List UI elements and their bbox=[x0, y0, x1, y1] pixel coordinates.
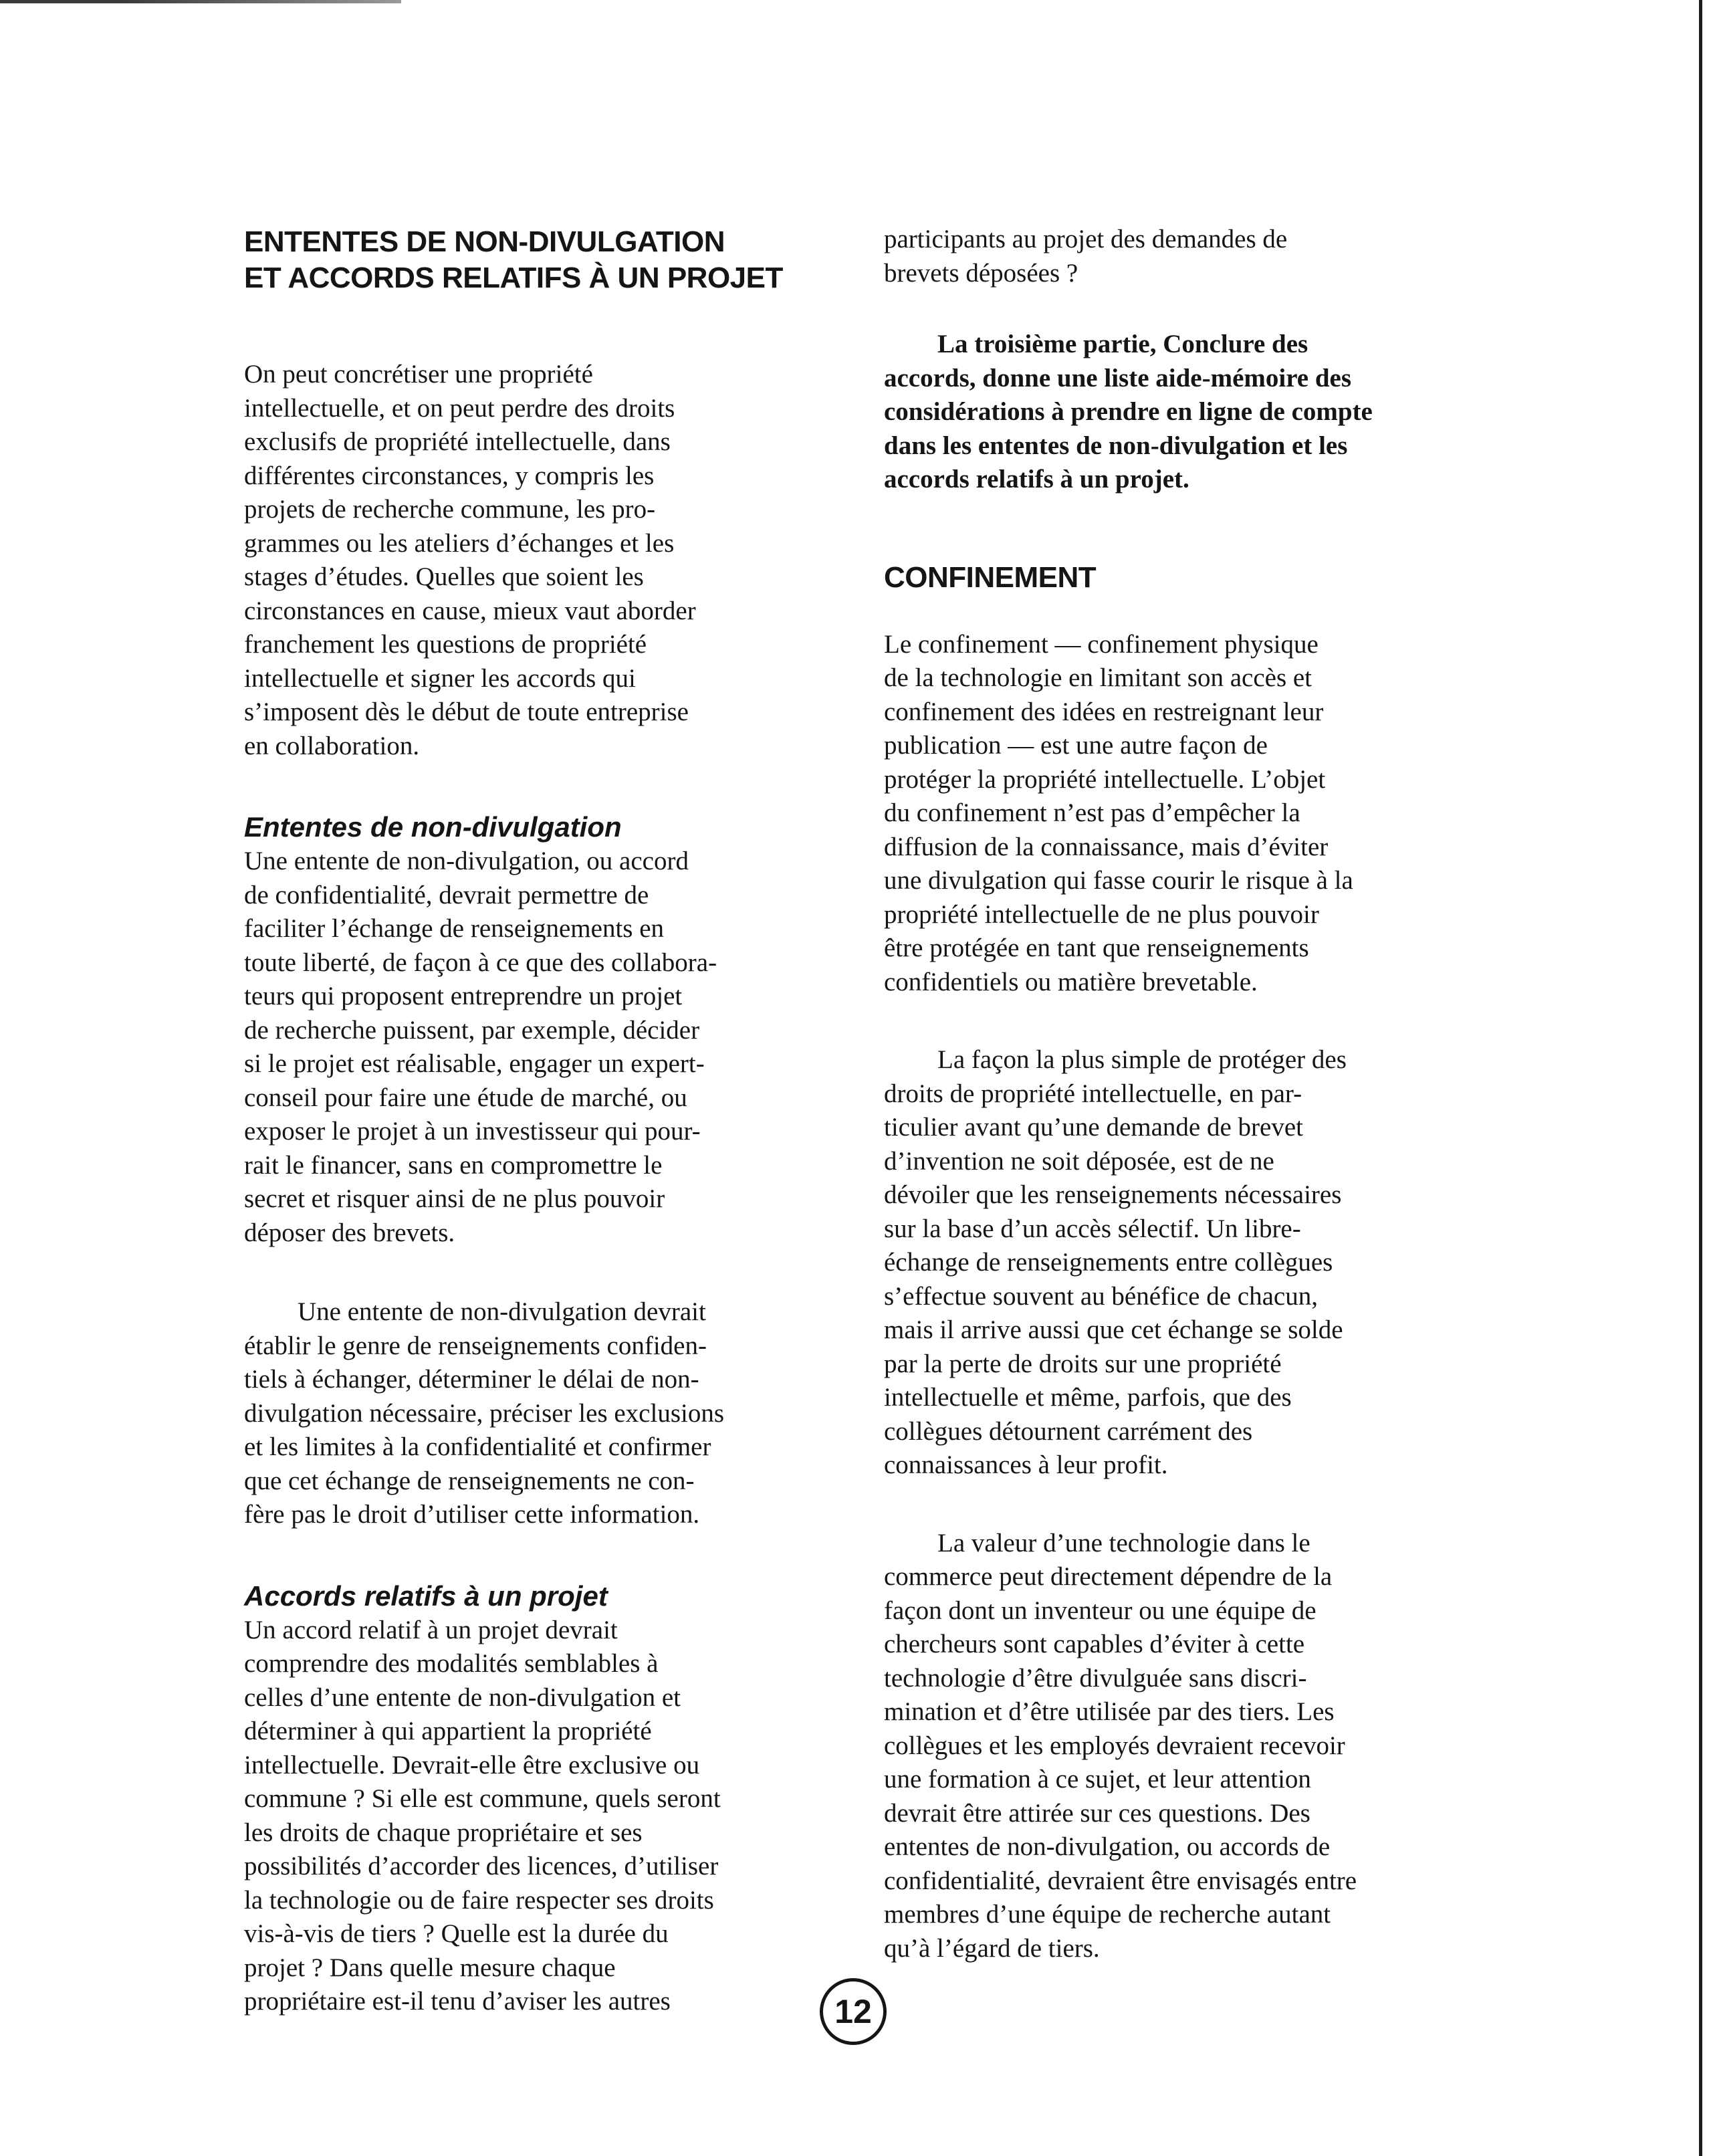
text-line: connaissances à leur profit. bbox=[884, 1450, 1168, 1479]
text-line: possibilités d’accorder des licences, d’utiliser bbox=[244, 1852, 719, 1880]
text-line: collègues détournent carrément des bbox=[884, 1416, 1253, 1446]
nda-paragraph-2 bbox=[244, 1295, 913, 1532]
right-column bbox=[884, 223, 1452, 1965]
text-line: une divulgation qui fasse courir le risque à la bbox=[884, 866, 1353, 895]
section-heading-nda bbox=[244, 224, 913, 296]
text-line: Le confinement — confinement physique bbox=[884, 629, 1319, 659]
text-line: d’invention ne soit déposée, est de ne bbox=[884, 1146, 1274, 1176]
text-line: franchement les questions de propriété bbox=[244, 630, 647, 659]
text-line: teurs qui proposent entreprendre un projet bbox=[244, 982, 683, 1010]
heading-line: ENTENTES DE NON-DIVULGATION bbox=[244, 225, 725, 258]
text-line: dans les ententes de non-divulgation et les bbox=[884, 431, 1348, 460]
subheading-nda: Ententes de non-divulgation bbox=[244, 811, 622, 843]
text-line: tiels à échanger, déterminer le délai de non- bbox=[244, 1365, 699, 1394]
text-line: si le projet est réalisable, engager un expert- bbox=[244, 1049, 705, 1078]
text-line: confidentialité, devraient être envisagés entre bbox=[884, 1866, 1357, 1895]
text-line: brevets déposées ? bbox=[884, 258, 1078, 288]
text-line: du confinement n’est pas d’empêcher la bbox=[884, 798, 1300, 827]
text-line: faciliter l’échange de renseignements en bbox=[244, 914, 665, 943]
text-line: dévoiler que les renseignements nécessaires bbox=[884, 1180, 1342, 1209]
text-line: intellectuelle et signer les accords qui bbox=[244, 663, 636, 693]
text-line: et les limites à la confidentialité et confirmer bbox=[244, 1432, 711, 1461]
text-line: La valeur d’une technologie dans le bbox=[937, 1528, 1310, 1557]
text-line: droits de propriété intellectuelle, en par- bbox=[884, 1079, 1302, 1108]
text-line: La façon la plus simple de protéger des bbox=[937, 1045, 1347, 1074]
left-column bbox=[244, 224, 913, 2019]
text-line: mination et d’être utilisée par des tiers. Les bbox=[884, 1697, 1335, 1726]
text-line: exposer le projet à un investisseur qui pour- bbox=[244, 1117, 701, 1146]
text-line: publication — est une autre façon de bbox=[884, 731, 1268, 760]
text-line: projets de recherche commune, les pro- bbox=[244, 495, 656, 524]
text-line: exclusifs de propriété intellectuelle, dans bbox=[244, 427, 671, 456]
text-line: La troisième partie, Conclure des bbox=[937, 330, 1308, 358]
text-line: déterminer à qui appartient la propriété bbox=[244, 1717, 652, 1745]
text-line: par la perte de droits sur une propriété bbox=[884, 1349, 1282, 1378]
text-line: propriété intellectuelle de ne plus pouvoir bbox=[884, 899, 1319, 929]
text-line: On peut concrétiser une propriété bbox=[244, 360, 593, 389]
page-number-badge: 12 bbox=[820, 1978, 887, 2045]
confinement-paragraph-2 bbox=[884, 1043, 1452, 1483]
text-line: stages d’études. Quelles que soient les bbox=[244, 562, 644, 591]
text-line: celles d’une entente de non-divulgation et bbox=[244, 1683, 681, 1712]
text-line: circonstances en cause, mieux vaut aborder bbox=[244, 596, 696, 625]
text-line: rait le financer, sans en compromettre le bbox=[244, 1150, 663, 1180]
text-line: grammes ou les ateliers d’échanges et les bbox=[244, 528, 675, 558]
text-line: sur la base d’un accès sélectif. Un libre- bbox=[884, 1214, 1301, 1243]
text-line: échange de renseignements entre collègues bbox=[884, 1248, 1333, 1277]
heading-line: ET ACCORDS RELATIFS À UN PROJET bbox=[244, 261, 783, 294]
continuation-paragraph bbox=[884, 223, 1452, 290]
scan-edge-top bbox=[0, 0, 401, 3]
text-line: commerce peut directement dépendre de la bbox=[884, 1562, 1333, 1591]
text-line: mais il arrive aussi que cet échange se solde bbox=[884, 1315, 1343, 1344]
text-line: de confidentialité, devrait permettre de bbox=[244, 880, 649, 909]
text-line: intellectuelle. Devrait-elle être exclusive ou bbox=[244, 1750, 700, 1780]
text-line: accords, donne une liste aide-mémoire des bbox=[884, 363, 1352, 393]
text-line: membres d’une équipe de recherche autant bbox=[884, 1900, 1331, 1929]
text-line: secret et risquer ainsi de ne plus pouvoir bbox=[244, 1184, 665, 1213]
text-line: de la technologie en limitant son accès et bbox=[884, 663, 1312, 692]
confinement-paragraph-1 bbox=[884, 628, 1452, 1000]
text-line: Un accord relatif à un projet devrait bbox=[244, 1615, 618, 1644]
text-line: propriétaire est-il tenu d’aviser les autres bbox=[244, 1987, 671, 2016]
text-line: toute liberté, de façon à ce que des collabora- bbox=[244, 948, 717, 977]
nda-paragraph-1 bbox=[244, 845, 913, 1250]
text-line: établir le genre de renseignements confiden- bbox=[244, 1331, 707, 1360]
text-line: s’imposent dès le début de toute entreprise bbox=[244, 697, 689, 726]
confinement-paragraph-3 bbox=[884, 1527, 1452, 1966]
text-line: Une entente de non-divulgation devrait bbox=[298, 1297, 706, 1326]
text-line: diffusion de la connaissance, mais d’éviter bbox=[884, 832, 1329, 861]
text-line: intellectuelle, et on peut perdre des droits bbox=[244, 393, 675, 423]
text-line: vis-à-vis de tiers ? Quelle est la durée du bbox=[244, 1919, 669, 1948]
text-line: chercheurs sont capables d’éviter à cette bbox=[884, 1630, 1305, 1658]
text-line: différentes circonstances, y compris les bbox=[244, 461, 655, 490]
text-line: collègues et les employés devraient recevoir bbox=[884, 1731, 1345, 1760]
text-line: divulgation nécessaire, préciser les exclusions bbox=[244, 1398, 725, 1428]
text-line: en collaboration. bbox=[244, 731, 420, 760]
bold-note-paragraph bbox=[884, 328, 1452, 497]
text-line: technologie d’être divulguée sans discri- bbox=[884, 1663, 1307, 1693]
text-line: de recherche puissent, par exemple, décider bbox=[244, 1015, 700, 1045]
text-line: confinement des idées en restreignant leur bbox=[884, 697, 1324, 726]
text-line: devrait être attirée sur ces questions. Des bbox=[884, 1798, 1310, 1828]
text-line: déposer des brevets. bbox=[244, 1218, 455, 1247]
text-line: considérations à prendre en ligne de compte bbox=[884, 397, 1373, 426]
text-line: participants au projet des demandes de bbox=[884, 225, 1288, 253]
text-line: projet ? Dans quelle mesure chaque bbox=[244, 1953, 616, 1982]
text-line: ticulier avant qu’une demande de brevet bbox=[884, 1113, 1303, 1142]
text-line: s’effectue souvent au bénéfice de chacun, bbox=[884, 1281, 1318, 1311]
text-line: les droits de chaque propriétaire et ses bbox=[244, 1818, 643, 1847]
text-line: intellectuelle et même, parfois, que des bbox=[884, 1383, 1292, 1412]
text-line: commune ? Si elle est commune, quels seront bbox=[244, 1784, 721, 1813]
scan-edge-right bbox=[1699, 0, 1702, 2156]
text-line: une formation à ce sujet, et leur attention bbox=[884, 1765, 1311, 1794]
subheading-project-agreements: Accords relatifs à un projet bbox=[244, 1580, 608, 1612]
text-line: accords relatifs à un projet. bbox=[884, 465, 1189, 494]
text-line: que cet échange de renseignements ne con- bbox=[244, 1466, 695, 1495]
intro-paragraph bbox=[244, 358, 913, 763]
text-line: façon dont un inventeur ou une équipe de bbox=[884, 1596, 1317, 1625]
text-line: comprendre des modalités semblables à bbox=[244, 1649, 659, 1678]
text-line: Une entente de non-divulgation, ou accord bbox=[244, 847, 689, 875]
text-line: confidentiels ou matière brevetable. bbox=[884, 967, 1258, 996]
text-line: conseil pour faire une étude de marché, ou bbox=[244, 1083, 687, 1112]
text-line: fère pas le droit d’utiliser cette information. bbox=[244, 1500, 700, 1529]
text-line: être protégée en tant que renseignements bbox=[884, 934, 1309, 962]
text-line: protéger la propriété intellectuelle. L’objet bbox=[884, 764, 1326, 794]
section-heading-confinement: CONFINEMENT bbox=[884, 560, 1097, 594]
text-line: ententes de non-divulgation, ou accords de bbox=[884, 1832, 1331, 1861]
project-paragraph-1 bbox=[244, 1614, 913, 2019]
text-line: la technologie ou de faire respecter ses droits bbox=[244, 1885, 714, 1915]
text-line: qu’à l’égard de tiers. bbox=[884, 1933, 1100, 1963]
